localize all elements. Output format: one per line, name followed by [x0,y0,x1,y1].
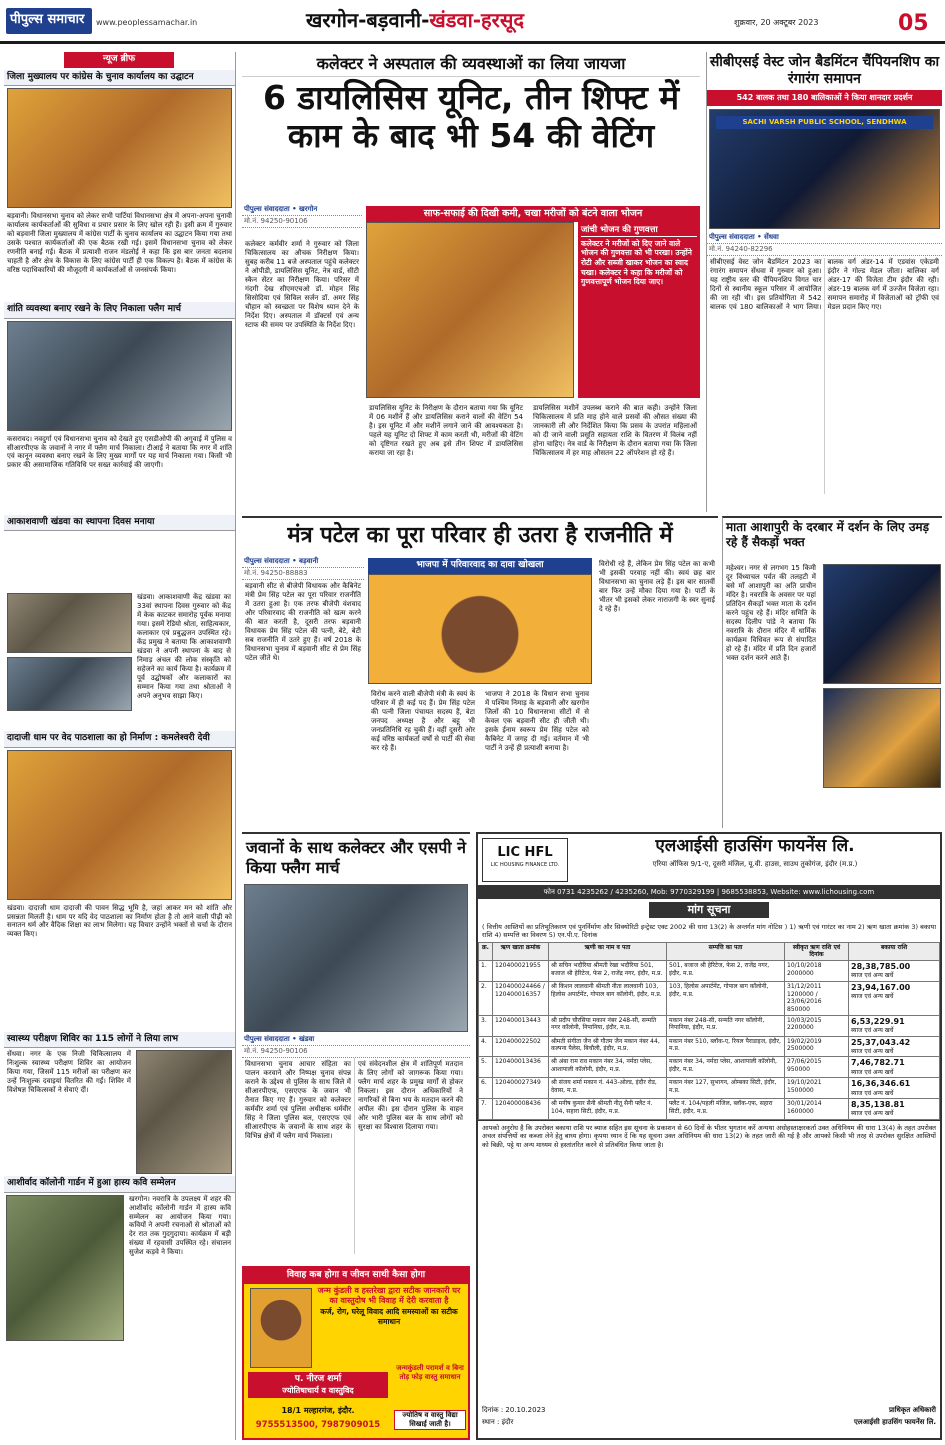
march-text-cols [242,1058,470,1254]
kundli-name: प. नीरज शर्मा [294,1374,342,1384]
lic-cell-due-amount: 8,35,138.81 [851,1100,905,1110]
lic-notice-title: मांग सूचना [649,902,769,918]
lic-cell-loan: 27/06/2015 950000 [785,1057,849,1078]
table-row [479,961,940,982]
newspaper-logo[interactable]: पीपुल्स समाचार [6,8,92,34]
lic-cell-acc: 120400021955 [493,961,549,982]
lic-signoff [482,1406,936,1434]
brief-block-3 [4,531,235,731]
brief-text-2: कसरावद। नवदुर्गा एवं विधानसभा चुनाव को देखते हुए एसडीओपी की अगुवाई में पुलिस व सीआरपीएफ के जवानों ने नगर में फ्लैग मार्च निकाला। टीआई ने बताया कि नगर में शांति एवं कानून व्यवस्था बनाए रखने के लिए मुख्य मार्गों पर यह मार्च निकाला गया। किसी भी प्रकार की असामाजिक गतिविधि पर सख्त कार्रवाई की जाएगी। [7,434,232,470]
lic-th-prop: सम्पत्ति का पता [667,942,785,960]
brief-tag: न्यूज ब्रीफ [64,52,174,68]
kundli-top: विवाह कब होगा व जीवन साथी कैसा होगा [244,1268,468,1284]
lic-cell-prop: मकान नंबर 510, ब्लॉक-ए, रियल पैराडाइज, इंदौर, म.प्र. [667,1036,785,1057]
lic-logo-text: LIC HFL [497,845,553,860]
lic-cell-due [849,1057,940,1078]
lead-quote-text: कलेक्टर ने मरीजों को दिए जाने वाले भोजन की गुणवत्ता को भी परखा। उन्होंने रोटी और सब्जी खाकर भोजन का स्वाद चखा। कलेक्टर ने कहा कि मरीजों को गुणवत्तापूर्ण भोजन दिया जाए। [581,238,692,287]
kundli-photo [250,1288,312,1368]
lic-cell-due-note: ब्याज एवं अन्य खर्चे [851,1068,894,1076]
kundli-address: 18/1 मल्हारगंज, इंदौर. [281,1406,355,1415]
brief-photo-3b [7,657,132,711]
lic-cell-loan: 31/12/2011 1200000 / 23/06/2016 850000 [785,981,849,1015]
kundli-name-box [248,1372,388,1398]
lic-cell-name: श्री संजय शर्मा मकान नं. 443-ओल्ड, इंदौर रोड, देवास, म.प्र. [549,1078,667,1099]
lic-cell-prop: मकान नंबर 248-सी, सन्मति नगर कॉलोनी, निपानिया, इंदौर, म.प्र. [667,1015,785,1036]
march-story [242,832,470,1262]
lic-cell-name: श्रीमती संगीता जैन श्री गौतम जैन मकान नंबर 44, कल्पना पैलेस, बिचौली, इंदौर, म.प्र. [549,1036,667,1057]
lead-kicker: कलेक्टर ने अस्पताल की व्यवस्थाओं का लिया जायजा [242,52,700,77]
brief-text-6: खरगोन। नवरात्रि के उपलक्ष्य में शहर की आशीर्वाद कॉलोनी गार्डन में हास्य कवि सम्मेलन का आयोजन किया गया। कवियों ने अपनी रचनाओं से श्रोताओं को देर रात तक गुदगुदाया। कार्यक्रम में बड़ी संख्या में रहवासी उपस्थित रहे। संचालन सुजेश कड़वे ने किया। [129,1194,231,1257]
brief-title-5: स्वास्थ्य परीक्षण शिविर का 115 लोगों ने लिया लाभ [4,1032,235,1049]
brief-title-4: दादाजी धाम पर वेद पाठशाला का हो निर्माण : कमलेश्वरी देवी [4,731,235,748]
march-byline: पीपुल्स संवाददाता • खंडवा [242,1034,470,1046]
lic-cell-acc: 120400013443 [493,1015,549,1036]
badminton-subhead: 542 बालक तथा 180 बालिकाओं ने किया शानदार प्रदर्शन [707,90,942,106]
lic-header [478,834,940,886]
lic-cell-sn: 2. [479,981,493,1015]
lic-cell-due-amount: 25,37,043.42 [851,1037,911,1047]
lead-mobile-text: मो.नं. 94250-90106 [244,216,308,225]
lic-cell-due-amount: 6,53,229.91 [851,1016,905,1026]
mata-photo-1 [823,564,941,684]
news-brief-column [4,52,236,1440]
brief-photo-4 [7,750,232,900]
lic-cell-acc: 120400008436 [493,1099,549,1120]
lic-cell-sn: 6. [479,1078,493,1099]
lead-headline: 6 डायलिसिस यूनिट, तीन शिफ्ट में काम के बाद भी 54 की वेटिंग [262,78,680,156]
lead-mobile [242,216,362,228]
lic-footer: आपको अनुरोध है कि उपरोक्त बकाया राशि पर ब्याज सहित इस सूचना के प्रकाशन से 60 दिनों के भीतर भुगतान करें अन्यथा अधोहस्ताक्षरकर्ता उक्त अधिनियम की धारा 13(4) के तहत उपरोक्त अचल संपत्तियों का कब्जा लेने हेतु बाध्य होगा। कृपया ध्यान दें कि यह सूचना उक्त अधिनियम की धारा 13(2) के तहत जारी की गई है और आपको किसी भी तरह से उपरोक्त सुरक्षित आस्तियों को बिक्री, पट्टे या अन्य माध्यम से हस्तांतरित करने से प्रतिबंधित किया जाता है। [478,1120,940,1218]
lic-cell-due-amount: 28,38,785.00 [851,962,911,971]
lic-date: दिनांक : 20.10.2023 [482,1406,546,1414]
lic-cell-acc: 120400027349 [493,1078,549,1099]
lead-text-2: डायलिसिस यूनिट के निरीक्षण के दौरान बताया गया कि यूनिट में 06 मशीनें हैं और डायलिसिस कराने वालों की वेटिंग 54 है। इस यूनिट में और मशीनें लगाने जाने की आवश्यकता है। पहले यह यूनिट दो शिफ्ट में काम करती थी, मरीजों की वेटिंग को दृष्टिगत रखते हुए अब इसे तीन शिफ्ट में डायलिसिस कराया जा रहा है। [369,404,523,457]
lic-table-body [479,961,940,1120]
lic-cell-acc: 120400013436 [493,1057,549,1078]
lic-cell-name: श्री प्रदीप चौरसिया मकान नंबर 248-सी, सन्मति नगर कॉलोनी, निपानिया, इंदौर, म.प्र. [549,1015,667,1036]
patel-tag: भाजपा में परिवारवाद का दावा खोखला [368,558,592,574]
lic-cell-prop: फ्लैट नं. 104/पहली मंजिल, ब्लॉक-एफ, सहारा सिटी, इंदौर, म.प्र. [667,1099,785,1120]
lead-photo [366,222,574,398]
lic-address: एरिया ऑफिस 9/1-ए, दूसरी मंजिल, यू.वी. हाउस, साउथ तुकोगंज, इंदौर (म.प्र.) [652,860,858,868]
badminton-story [706,52,942,512]
lic-table-header [479,942,940,960]
lic-contact: फोन 0731 4235262 / 4235260, Mob: 9770329199 | 9685538853, Website: www.lichousing.com [478,886,940,899]
lead-story [242,52,700,512]
brief-text-3: खंडवा। आकाशवाणी केंद्र खंडवा का 33वां स्थापना दिवस गुरुवार को केंद्र में केक काटकर समारोह पूर्वक मनाया गया। इसमें रेडियो श्रोता, साहित्यकार, कलाकार एवं प्रबुद्धजन उपस्थित रहे। केंद्र प्रमुख ने बताया कि आकाशवाणी खंडवा ने अपनी स्थापना के बाद से निमाड़ अंचल की लोक संस्कृति को सहेजने का कार्य किया है। कार्यक्रम में पूर्व उद्घोषकों और कलाकारों का सम्मान किया गया तथा श्रोताओं ने अपने अनुभव साझा किए। [137,593,231,700]
lic-cell-loan: 10/10/2018 2000000 [785,961,849,982]
lic-cell-due-note: ब्याज एवं अन्य खर्चे [851,1026,894,1034]
lic-place: स्थान : इंदौर [482,1418,514,1426]
badminton-banner: SACHI VARSH PUBLIC SCHOOL, SENDHWA [716,116,933,129]
edition-title-black: खरगोन-बड़वानी- [306,8,430,32]
lic-logo[interactable] [482,838,568,882]
march-text-2: एवं संवेदनशील क्षेत्र में शांतिपूर्ण मतदान के लिए लोगों को जागरूक किया गया। फ्लैग मार्च शहर के प्रमुख मार्गों से होकर निकला। इस दौरान अधिकारियों ने नागरिकों से बिना भय के मतदान करने की अपील की। इस दौरान पुलिस के वाहन और भारी पुलिस बल के साथ लोगों को सुरक्षा का विश्वास दिलाया गया। [354,1058,466,1254]
brief-block-6 [4,1193,235,1343]
lic-cell-due [849,981,940,1015]
lic-cell-due-amount: 23,94,167.00 [851,982,911,992]
badminton-byline: पीपुल्स संवाददाता • सेंधवा [707,232,942,244]
lic-th-name: ऋणी का नाम व पता [549,942,667,960]
masthead [0,0,945,44]
table-row [479,981,940,1015]
lead-byline: पीपुल्स संवाददाता • खरगोन [242,204,362,216]
table-row [479,1036,940,1057]
lic-cell-due [849,1015,940,1036]
badminton-mobile [707,244,942,256]
badminton-text: सीबीएसई वेस्ट जोन बैडमिंटन 2023 का रंगारंग समापन सेंधवा में गुरुवार को हुआ। यह राष्ट्रीय स्तर की चैंपियनशिप विगत चार दिनों से स्थानीय स्कूल परिसर में आयोजित की जा रही थी। इस प्रतियोगिता में 542 बालक एवं 180 बालिकाओं ने भाग लिया। बालक वर्ग अंडर-14 में एडवांस एकेडमी इंदौर ने गोल्ड मेडल जीता। बालिका वर्ग अंडर-17 की विजेता टीम इंदौर की रही। अंडर-19 बालक वर्ग में उज्जैन विजेता रहा। समापन समारोह में विजेताओं को ट्रॉफी एवं मेडल प्रदान किए गए। [710,257,939,311]
march-headline: जवानों के साथ कलेक्टर और एसपी ने किया फ्लैग मार्च [246,838,466,877]
edition-title-red: खंडवा-हरसूद [429,8,524,32]
badminton-mobile-text: मो.नं. 94240-82296 [709,244,773,253]
patel-story [242,516,718,828]
lic-cell-prop: 501, बजाज श्री हेरिटेज, फेस 2, राजेंद्र नगर, इंदौर, म.प्र. [667,961,785,982]
patel-headline: मंत्र पटेल का पूरा परिवार ही उतरा है राजनीति में [287,523,673,548]
site-url[interactable]: www.peoplessamachar.in [96,18,198,27]
kundli-note: ज्योतिष व वास्तु विद्या सिखाई जाती है। [394,1410,466,1430]
brief-text-4: खंडवा। दादाजी धाम दादाजी की पावन सिद्ध भूमि है, जहां आकर मन को शांति और प्रसन्नता मिलती है। धाम पर यदि वेद पाठशाला का निर्माण होता है तो आने वाली पीढ़ी को सनातन धर्म और वैदिक शिक्षा का लाभ मिलेगा। यह विचार उन्होंने भक्तों से चर्चा के दौरान व्यक्त किए। [7,903,232,939]
lic-cell-due-note: ब्याज एवं अन्य खर्चे [851,1089,894,1097]
table-row [479,1078,940,1099]
lic-cell-due [849,1078,940,1099]
lic-cell-acc: 120400022502 [493,1036,549,1057]
page-number: 05 [898,11,929,36]
brief-photo-5 [136,1050,232,1174]
lic-cell-prop: मकान नंबर 127, सुभागन, ओम्बका सिटी, इंदौर, म.प्र. [667,1078,785,1099]
kundli-line1: जन्म कुंडली व हस्तरेखा द्वारा सटीक जानकारी घर का वास्तुदोष भी विवाह में देरी करवाता है [317,1285,461,1305]
lic-notice [476,832,942,1440]
brief-text-1: बड़वानी। विधानसभा चुनाव को लेकर सभी पार्टियां विधानसभा क्षेत्र में अपना-अपना चुनावी कार्यालय कार्यकर्ताओं की सुविधा व प्रचार प्रसार के लिए खोल रही हैं। इसी क्रम में गुरुवार को बड़वानी जिला मुख्यालय में कांग्रेस पार्टी के चुनाव कार्यालय का उद्घाटन किया गया तथा उसके पश्चात कार्यकर्ताओं की एक बैठक रखी गई। इसमें विधानसभा चुनाव को लेकर रणनीति बनाई गई। बैठक में प्रत्याशी राजन मंडलोई ने कहा कि इस बार जनता बदलाव चाहती है और क्षेत्र के विकास के लिए कांग्रेस पार्टी ही एक विकल्प है। बैठक में कांग्रेस के वरिष्ठ पदाधिकारियों की मौजूदगी में कार्यकर्ताओं से जनसंपर्क किया। [7,212,232,274]
brief-text-5: सेंधवा। नगर के एक निजी चिकित्सालय में निःशुल्क स्वास्थ्य परीक्षण शिविर का आयोजन किया गया, जिसमें 115 मरीजों का परीक्षण कर उन्हें निःशुल्क दवाइयां वितरित की गईं। शिविर में विशेषज्ञ चिकित्सकों ने सेवाएं दीं। [7,1050,131,1094]
lic-cell-loan: 19/10/2021 1500000 [785,1078,849,1099]
lead-quote-box [578,222,700,398]
lic-cell-sn: 1. [479,961,493,982]
lic-cell-due-note: ब्याज एवं अन्य खर्चे [851,993,894,1001]
kundli-side: जन्मकुंडली परामर्श व बिना तोड़ फोड़ वास्तु समाधान [396,1364,464,1381]
patel-col-1 [242,556,364,818]
patel-text-4: विरोधी रहे हैं, लेकिन प्रेम सिंह पटेल का कभी भी इसकी परवाह नहीं की। स्वयं छह बार विधानसभा का चुनाव लड़े हैं। इस बार सातवीं बार फिर उन्हें मौका दिया गया है। पार्टी के भीतर भी इसको लेकर नाराजगी के स्वर सुनाई दे रहे हैं। [599,560,715,613]
mata-headline: माता आशापुरी के दरबार में दर्शन के लिए उमड़ रहे हैं सैकड़ों भक्त [726,520,930,549]
mata-photo-2 [823,688,941,788]
march-mobile [242,1046,470,1058]
lead-subhead: साफ-सफाई की दिखी कमी, चखा मरीजों को बंटने वाला भोजन [366,206,700,222]
lead-text-3: डायलिसिस मशीनें उपलब्ध कराने की बात कही। उन्होंने जिला चिकित्सालय में प्रति माह होने वाले प्रसवों की औसत संख्या की जानकारी ली और निर्देशित किया कि प्रसव के उपरांत महिलाओं को दी जाने वाली प्रसूति सहायता राशि के वितरण में विलंब नहीं होना चाहिए। नेत्र वार्ड के निरीक्षण के दौरान बताया गया कि जिला चिकित्सालय में हर माह औसतन 22 ऑपरेशन हो रहे हैं। [533,404,697,457]
lic-th-due: बकाया राशि [849,942,940,960]
lic-cell-loan: 19/02/2019 2500000 [785,1036,849,1057]
lic-cell-due-note: ब्याज एवं अन्य खर्चे [851,1110,894,1118]
brief-block-5 [4,1048,235,1176]
edition-title [306,8,524,34]
patel-mobile-text: मो.नं. 94250-88883 [244,568,308,577]
lic-cell-due [849,1099,940,1120]
kundli-ad[interactable] [242,1266,470,1440]
kundli-phone[interactable]: 9755513500, 7987909015 [255,1420,381,1430]
brief-photo-2 [7,321,232,431]
lic-intro: ( वित्तीय आस्तियों का प्रतिभूतिकरण एवं पुनर्निर्माण और सिक्योरिटी इन्ट्रेस्ट एक्ट 2002 की धारा 13(2) के अन्तर्गत मांग नोटिस ) 1) ऋणी एवं गारंटर का नाम 2) ऋण खाता क्रमांक 3) बकाया राशि 4) सम्पत्ति का विवरण 5) एन.पी.ए. दिनांक [482,923,936,940]
brief-title-3: आकाशवाणी खंडवा का स्थापना दिवस मनाया [4,515,235,532]
mata-text: महेश्वर। नगर से लगभग 15 किमी दूर विंध्याचल पर्वत की तलहटी में बसे माँ आशापुरी का अति प्राचीन मंदिर है। नवरात्रि के अवसर पर यहां प्रतिदिन सैकड़ों भक्त माता के दर्शन करने पहुंच रहे हैं। मंदिर समिति के सदस्य दिलीप पांडे ने बताया कि नवरात्रि के दौरान मंदिर में धार्मिक कार्यक्रम विधिवत रूप से संपादित हो रहे हैं। मंदिर में प्रति दिन हजारों भक्त दर्शन करने आते हैं। [726,564,816,662]
lic-cell-sn: 3. [479,1015,493,1036]
lic-sign-2: एलआईसी हाउसिंग फायनेंस लि. [853,1418,936,1426]
lic-cell-sn: 7. [479,1099,493,1120]
lic-th-loan: स्वीकृत ऋण राशि एवं दिनांक [785,942,849,960]
lic-cell-due-note: ब्याज एवं अन्य खर्चे [851,972,894,980]
lic-cell-acc: 120400024466 / 120400016357 [493,981,549,1015]
lic-cell-sn: 4. [479,1036,493,1057]
brief-photo-6 [6,1195,124,1341]
lic-logo-sub: LIC HOUSING FINANCE LTD. [490,861,560,868]
march-photo [244,884,468,1032]
lead-text-1: कलेक्टर कर्मवीर शर्मा ने गुरुवार को जिला चिकित्सालय का औचक निरीक्षण किया। सुबह करीब 11 बजे अस्पताल पहुंचे कलेक्टर ने ओपीडी, डायलिसिस यूनिट, नेत्र वार्ड, सीटी स्कैन सेंटर का निरीक्षण किया। परिसर में गंदगी देख सीएमएचओ डॉ. मोहन सिंह सिसोदिया एवं सिविल सर्जन डॉ. अमर सिंह चौहान को स्वच्छता पर विशेष ध्यान देने के निर्देश दिए। अस्पताल में डॉक्टर्स एवं अन्य स्टाफ की समय पर उपस्थिति के निर्देश दिए। [245,240,359,329]
brief-photo-3a [7,593,132,653]
mata-story [722,516,942,828]
lead-quote-title: जांची भोजन की गुणवत्ता [581,225,697,237]
kundli-title: ज्योतिषाचार्य व वास्तुविद [282,1385,354,1395]
lic-cell-loan: 30/01/2014 1600000 [785,1099,849,1120]
lic-cell-sn: 5. [479,1057,493,1078]
patel-photo [368,574,592,684]
brief-title-2: शांति व्यवस्था बनाए रखने के लिए निकाला फ्लैग मार्च [4,302,235,319]
patel-text-3: भाजपा ने 2018 के विधान सभा चुनाव में पश्चिम निमाड़ के बड़वानी और खरगोन जिलों की 10 विधानसभा सीटों में से केवल एक बड़वानी सीट ही जीती थी। इसके ईनाम स्वरूप प्रेम सिंह पटेल को कैबिनेट में जगह दी गई। वर्तमान में भी पार्टी ने उन्हें ही प्रत्याशी बनाया है। [485,690,589,752]
lic-cell-name: श्री अंबा राम राव मकान नंबर 34, नर्मदा प्लेस, आशापाली कॉलोनी, इंदौर, म.प्र. [549,1057,667,1078]
lic-th-acc: ऋण खाता क्रमांक [493,942,549,960]
brief-photo-1 [7,88,232,208]
brief-title-1: जिला मुख्यालय पर कांग्रेस के चुनाव कार्यालय का उद्घाटन [4,70,235,87]
lic-cell-name: श्री मनीष कुमार सैनी श्रीमती नीतू सैनी फ्लैट नं. 104, सहारा सिटी, इंदौर, म.प्र. [549,1099,667,1120]
patel-byline: पीपुल्स संवाददाता • बड़वानी [242,556,364,568]
lic-cell-loan: 10/03/2015 2200000 [785,1015,849,1036]
table-row [479,1099,940,1120]
patel-mobile [242,568,364,580]
kundli-line2: कर्ज, रोग, घरेलू विवाद आदि समस्याओं का सटीक समाधान [320,1306,458,1326]
lic-th-sn: क्र. [479,942,493,960]
lic-name: एलआईसी हाउसिंग फायनेंस लि. [655,836,855,856]
lic-cell-due-amount: 7,46,782.71 [851,1058,905,1068]
lic-cell-name: श्री सचिन भदौरिया श्रीमती रेखा भदौरिया 501, बजाज श्री हेरिटेज, फेस 2, राजेंद्र नगर, इंदौर, म.प्र. [549,961,667,982]
dateline: शुक्रवार, 20 अक्टूबर 2023 [734,18,819,27]
lic-cell-due-note: ब्याज एवं अन्य खर्चे [851,1047,894,1055]
patel-text-1: बड़वानी सीट से बीजेपी विधायक और कैबिनेट मंत्री प्रेम सिंह पटेल का पूरा परिवार राजनीति में उतरा हुआ है। एक तरफ बीजेपी वंशवाद और परिवारवाद की राजनीति को खत्म करने की बात करती है, दूसरी तरफ बड़वानी विधायक प्रेम सिंह पटेल की पत्नी, बेटे, बेटी सब राजनीति में उतरे हुए हैं। वर्ष 2018 के विधानसभा चुनाव में बड़वानी सीट से प्रेम सिंह पटेल जीते थे। [245,581,361,662]
lic-sign-1: प्राधिकृत अधिकारी [888,1406,936,1414]
table-row [479,1057,940,1078]
march-text-1: विधानसभा चुनाव आचार संहिता का पालन करवाने और निष्पक्ष चुनाव संपन्न कराने के उद्देश्य से पुलिस के साथ जिले में सीआरपीएफ, एसएएफ के जवान भी तैनात किए गए हैं। गुरुवार को कलेक्टर कर्मवीर शर्मा एवं पुलिस अधीक्षक धर्मवीर सिंह ने जिला पुलिस बल, एसएएफ एवं सीआरपीएफ के जवानों के साथ शहर के विभिन्न क्षेत्रों में फ्लैग मार्च निकाला। [245,1059,351,1140]
lic-cell-name: श्री किशन लालवानी श्रीमती नीता लालवानी 103, हिलोस अपार्टमेंट, गोपाल बाग कॉलोनी, इंदौर, म.प्र. [549,981,667,1015]
lic-cell-prop: 103, हिलोस अपार्टमेंट, गोपाल बाग कॉलोनी, इंदौर, म.प्र. [667,981,785,1015]
lic-table [478,942,940,1120]
march-mobile-text: मो.नं. 94250-90106 [244,1046,308,1055]
patel-text-2: विरोध करने वाली बीजेपी मंत्री के स्वयं के परिवार में ही कई पद हैं। प्रेम सिंह पटेल की पत्नी जिला पंचायत सदस्य हैं, बेटा जनपद अध्यक्ष है और बहू भी जनप्रतिनिधि रह चुकी हैं। वहीं दूसरी ओर कई वरिष्ठ कार्यकर्ता वर्षों से पार्टी की सेवा कर रहे हैं। [371,690,475,752]
badminton-photo [709,109,940,229]
brief-title-6: आशीर्वाद कॉलोनी गार्डन में हुआ हास्य कवि सम्मेलन [4,1176,235,1193]
lic-cell-prop: मकान नंबर 34, नर्मदा प्लेस, आशापाली कॉलोनी, इंदौर, म.प्र. [667,1057,785,1078]
lic-cell-due [849,1036,940,1057]
lic-cell-due-amount: 16,36,346.61 [851,1079,911,1089]
table-row [479,1015,940,1036]
badminton-headline: सीबीएसई वेस्ट जोन बैडमिंटन चैंपियनशिप का रंगारंग समापन [709,54,940,87]
lic-cell-due [849,961,940,982]
